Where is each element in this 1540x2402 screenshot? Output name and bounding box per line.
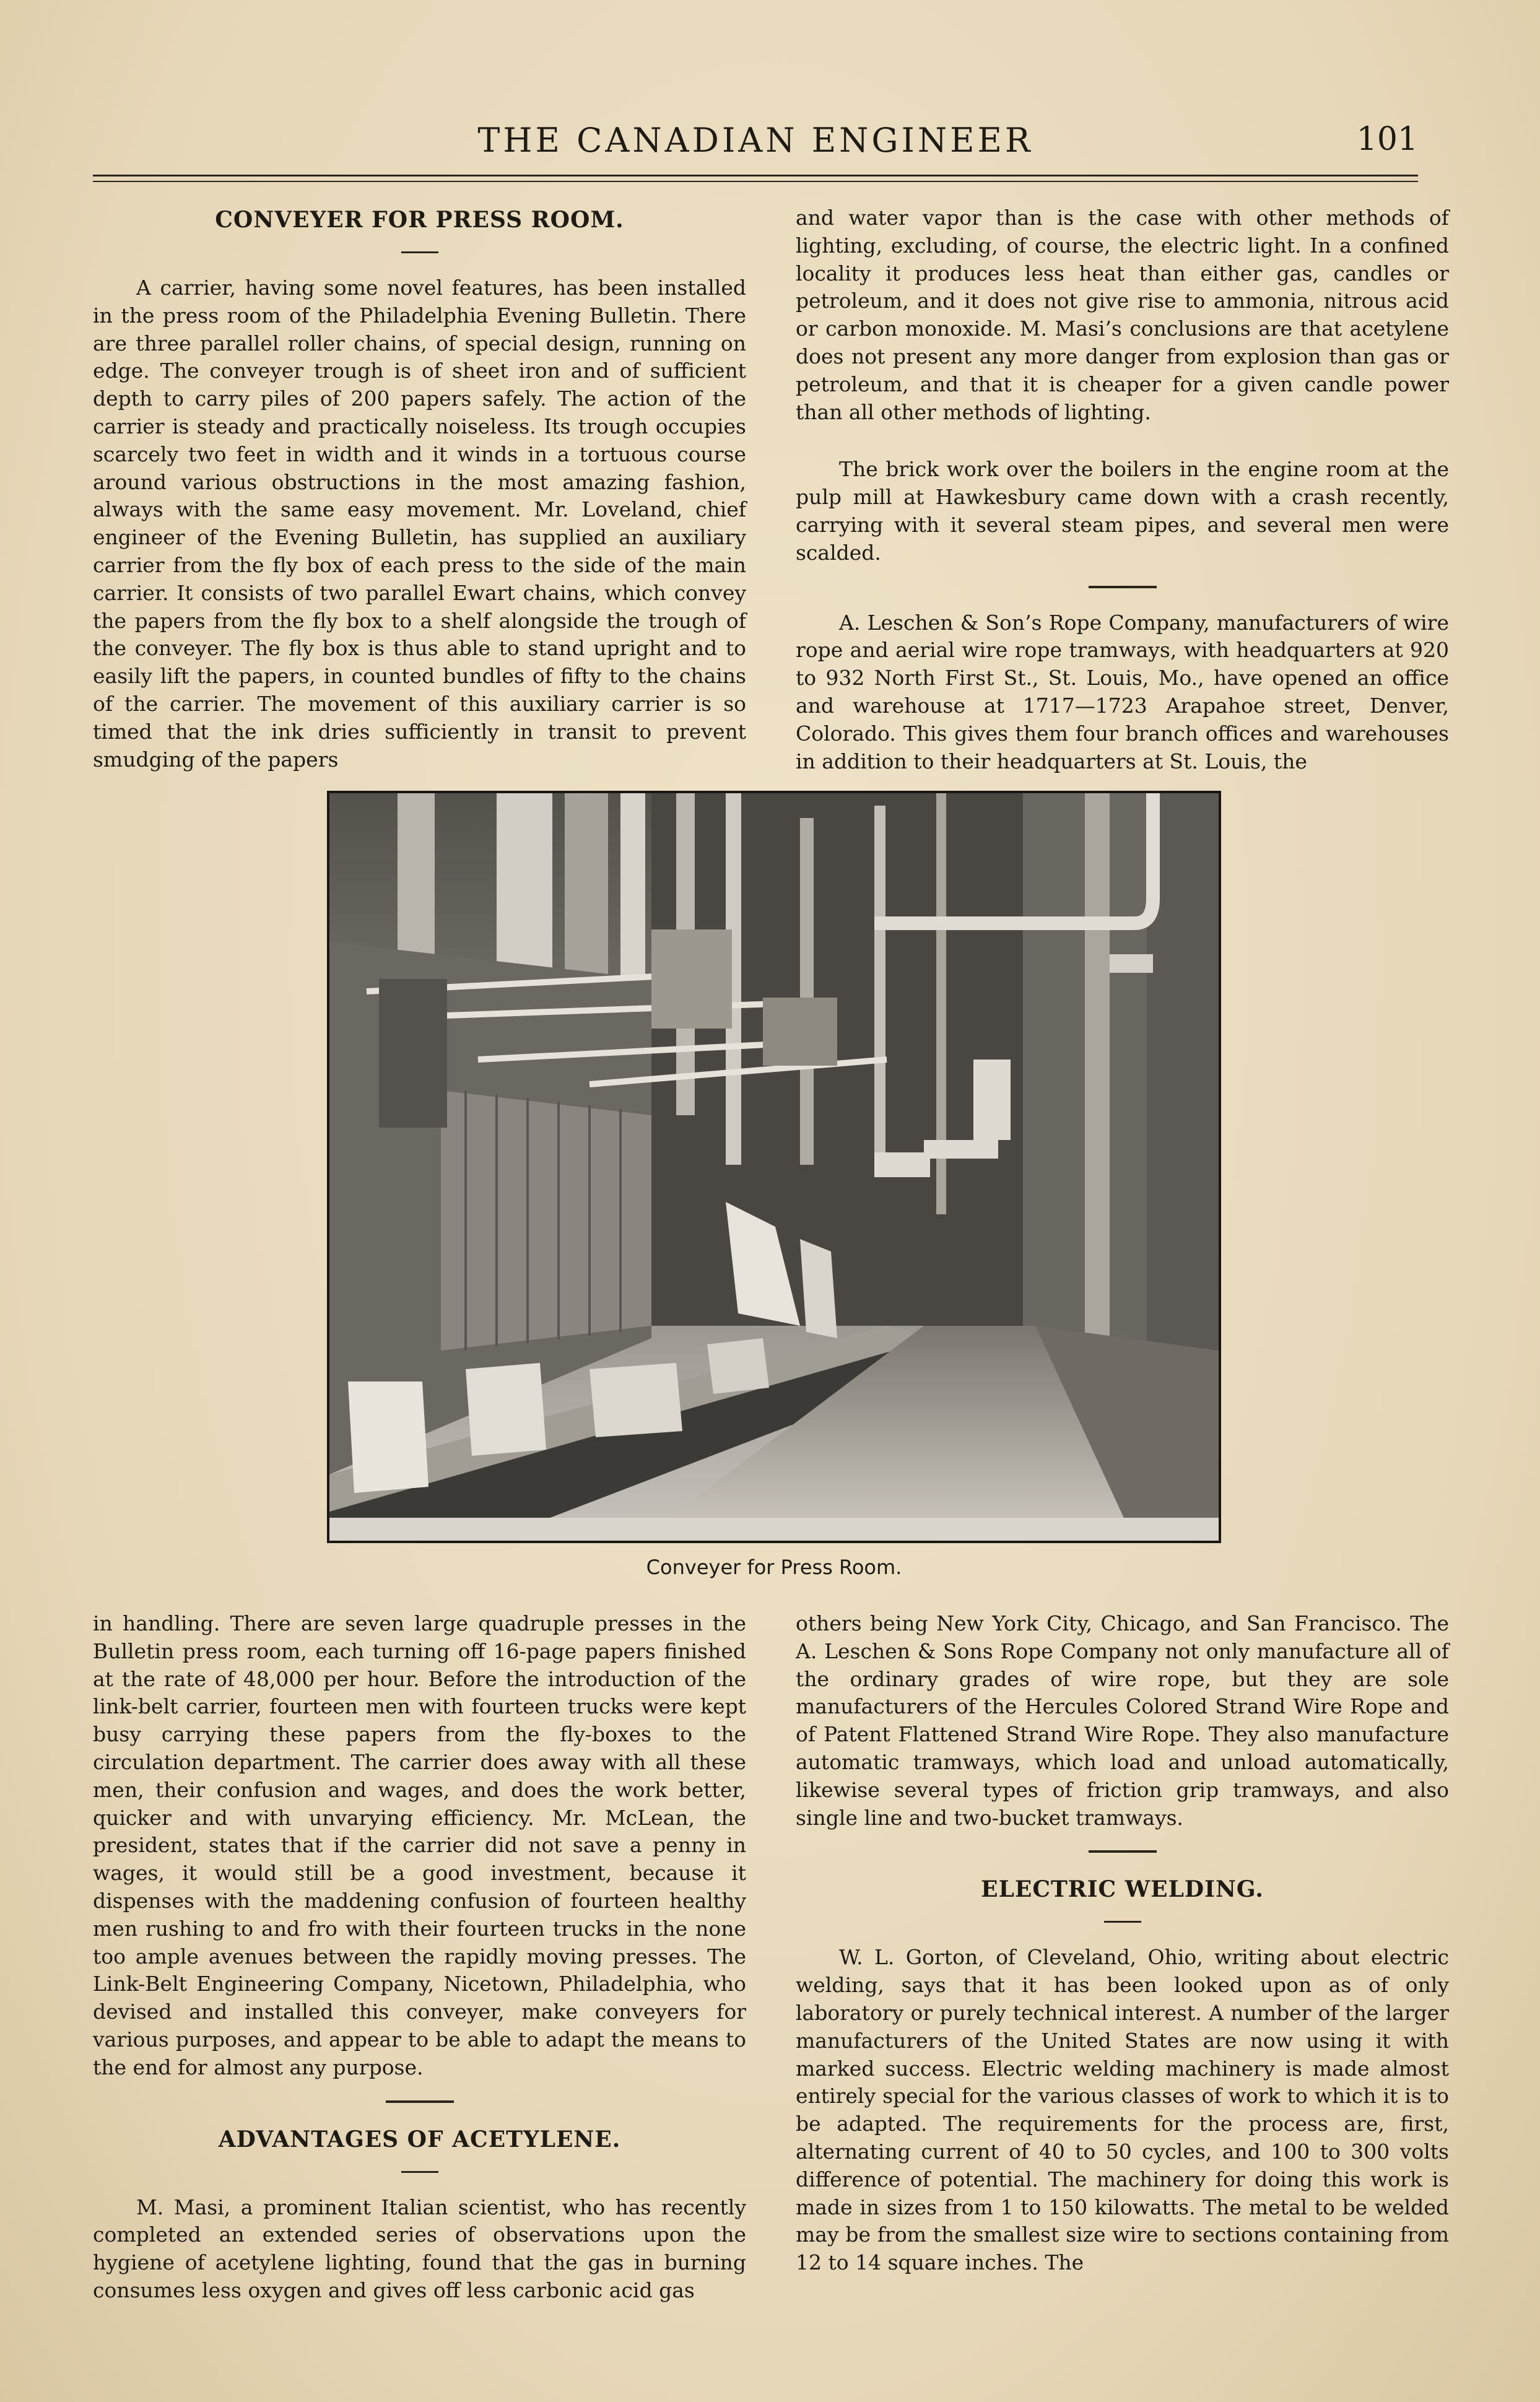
column-bottom-left xyxy=(93,1610,746,2305)
figure-caption: Conveyer for Press Room. xyxy=(646,1556,902,1579)
spacer xyxy=(796,426,1449,456)
column-top-right xyxy=(796,204,1449,775)
section-separator xyxy=(386,2100,454,2103)
acetylene-paragraph-1: M. Masi, a prominent Italian scientist, who has recently completed an extended series of observations upon the hygiene of acetylene lighting, found that the gas in burning consumes less oxygen and gives off less carbonic acid gas xyxy=(93,2195,746,2302)
welding-paragraph-1: W. L. Gorton, of Cleveland, Ohio, writing about electric welding, says that it has been looked upon as of only laboratory or purely technical interest. A number of the larger manufacturers of the United States are now using it with marked success. Electric welding machinery is made almost entirely special for the various classes of work to which it is to be adapted. The requirements for the process are, first, alternating current of 40 to 50 cycles, and 100 to 300 volts difference of potential. The machinery for doing this work is made in sizes from 1 to 150 kilowatts. The metal to be welded may be from the smallest size wire to sections containing from 12 to 14 square inches. The xyxy=(796,1945,1449,2275)
page-number: 101 xyxy=(1356,121,1418,158)
running-title: THE CANADIAN ENGINEER xyxy=(477,121,1033,160)
brickwork-brief: The brick work over the boilers in the engine room at the pulp mill at Hawkesbury came down with a crash recently, carrying with it several steam pipes, and several men were scalded. xyxy=(796,457,1449,565)
press-room-photograph xyxy=(327,791,1221,1543)
column-top-left xyxy=(93,204,746,773)
leschen-paragraph-2: others being New York City, Chicago, and San Francisco. The A. Leschen & Sons Rope Company not only manufacture all of the ordinary grades of wire rope, but they are sole manufacturers of the Hercules Colored Strand Wire Rope and of Patent Flattened Strand Wire Rope. They also manufacture automatic tramways, which load and unload automatically, likewise several types of friction grip tramways, and also single line and two-bucket tramways. xyxy=(796,1611,1449,1830)
conveyer-paragraph-1: A carrier, having some novel features, has been installed in the press room of the Philadelphia Evening Bulletin. There are three parallel roller chains, of special design, running on edge. The conveyer trough is of sheet iron and of sufficient depth to carry piles of 200 papers safely. The action of the carrier is steady and practically noiseless. Its trough occupies scarcely two feet in width and it winds in a tortuous course around various obstructions in the most amazing fashion, always with the same easy movement. Mr. Loveland, chief engineer of the Evening Bulletin, has supplied an auxiliary carrier from the fly box of each press to the side of the main carrier. It consists of two parallel Ewart chains, which convey the papers from the fly box to a shelf alongside the trough of the conveyer. The fly box is thus able to stand upright and to easily lift the papers, in counted bundles of fifty to the chains of the carrier. The movement of this auxiliary carrier is so timed that the ink dries sufficiently in transit to prevent smudging of the papers xyxy=(93,276,746,772)
article-title-welding: ELECTRIC WELDING. xyxy=(981,1876,1264,1903)
header-rule xyxy=(93,175,1418,176)
page-header xyxy=(93,121,1418,170)
photograph-illustration xyxy=(329,793,1219,1541)
article-title-acetylene: ADVANTAGES OF ACETYLENE. xyxy=(218,2126,621,2152)
title-rule xyxy=(1104,1921,1141,1923)
acetylene-paragraph-2: and water vapor than is the case with other methods of lighting, excluding, of course, the electric light. In a confined locality it produces less heat than either gas, candles or petroleum, and it does not give rise to ammonia, nitrous acid or carbon monoxide. M. Masi’s conclusions are that acetylene does not present any more danger from explosion than gas or petroleum, and that it is cheaper for a given candle power than all other methods of lighting. xyxy=(796,206,1449,424)
leschen-paragraph-1: A. Leschen & Son’s Rope Company, manufacturers of wire rope and aerial wire rope tramways, with headquarters at 920 to 932 North First St., St. Louis, Mo., have opened an office and warehouse at 1717—1723 Arapahoe street, Denver, Colorado. This gives them four branch offices and warehouses in addition to their headquarters at St. Louis, the xyxy=(796,610,1449,773)
title-rule xyxy=(401,251,438,253)
section-separator xyxy=(1089,586,1157,588)
title-rule xyxy=(401,2171,438,2173)
article-title-conveyer: CONVEYER FOR PRESS ROOM. xyxy=(215,207,624,233)
section-separator xyxy=(1089,1850,1157,1853)
column-bottom-right xyxy=(796,1610,1449,2277)
conveyer-paragraph-2: in handling. There are seven large quadruple presses in the Bulletin press room, each turning off 16-page papers finished at the rate of 48,000 per hour. Before the introduction of the link-belt carrier, fourteen men with fourteen trucks were kept busy carrying these papers from the fly-boxes to the circulation department. The carrier does away with all these men, their confusion and wages, and does the work better, quicker and with unvarying efficiency. Mr. McLean, the president, states that if the carrier did not save a penny in wages, it would still be a good investment, because it dispenses with the maddening confusion of fourteen healthy men rushing to and fro with their fourteen trucks in the none too ample avenues between the rapidly moving presses. The Link-Belt Engineering Company, Nicetown, Philadelphia, who devised and installed this conveyer, make conveyers for various purposes, and appear to be able to adapt the means to the end for almost any purpose. xyxy=(93,1611,746,2079)
header-rule-secondary xyxy=(93,181,1418,182)
